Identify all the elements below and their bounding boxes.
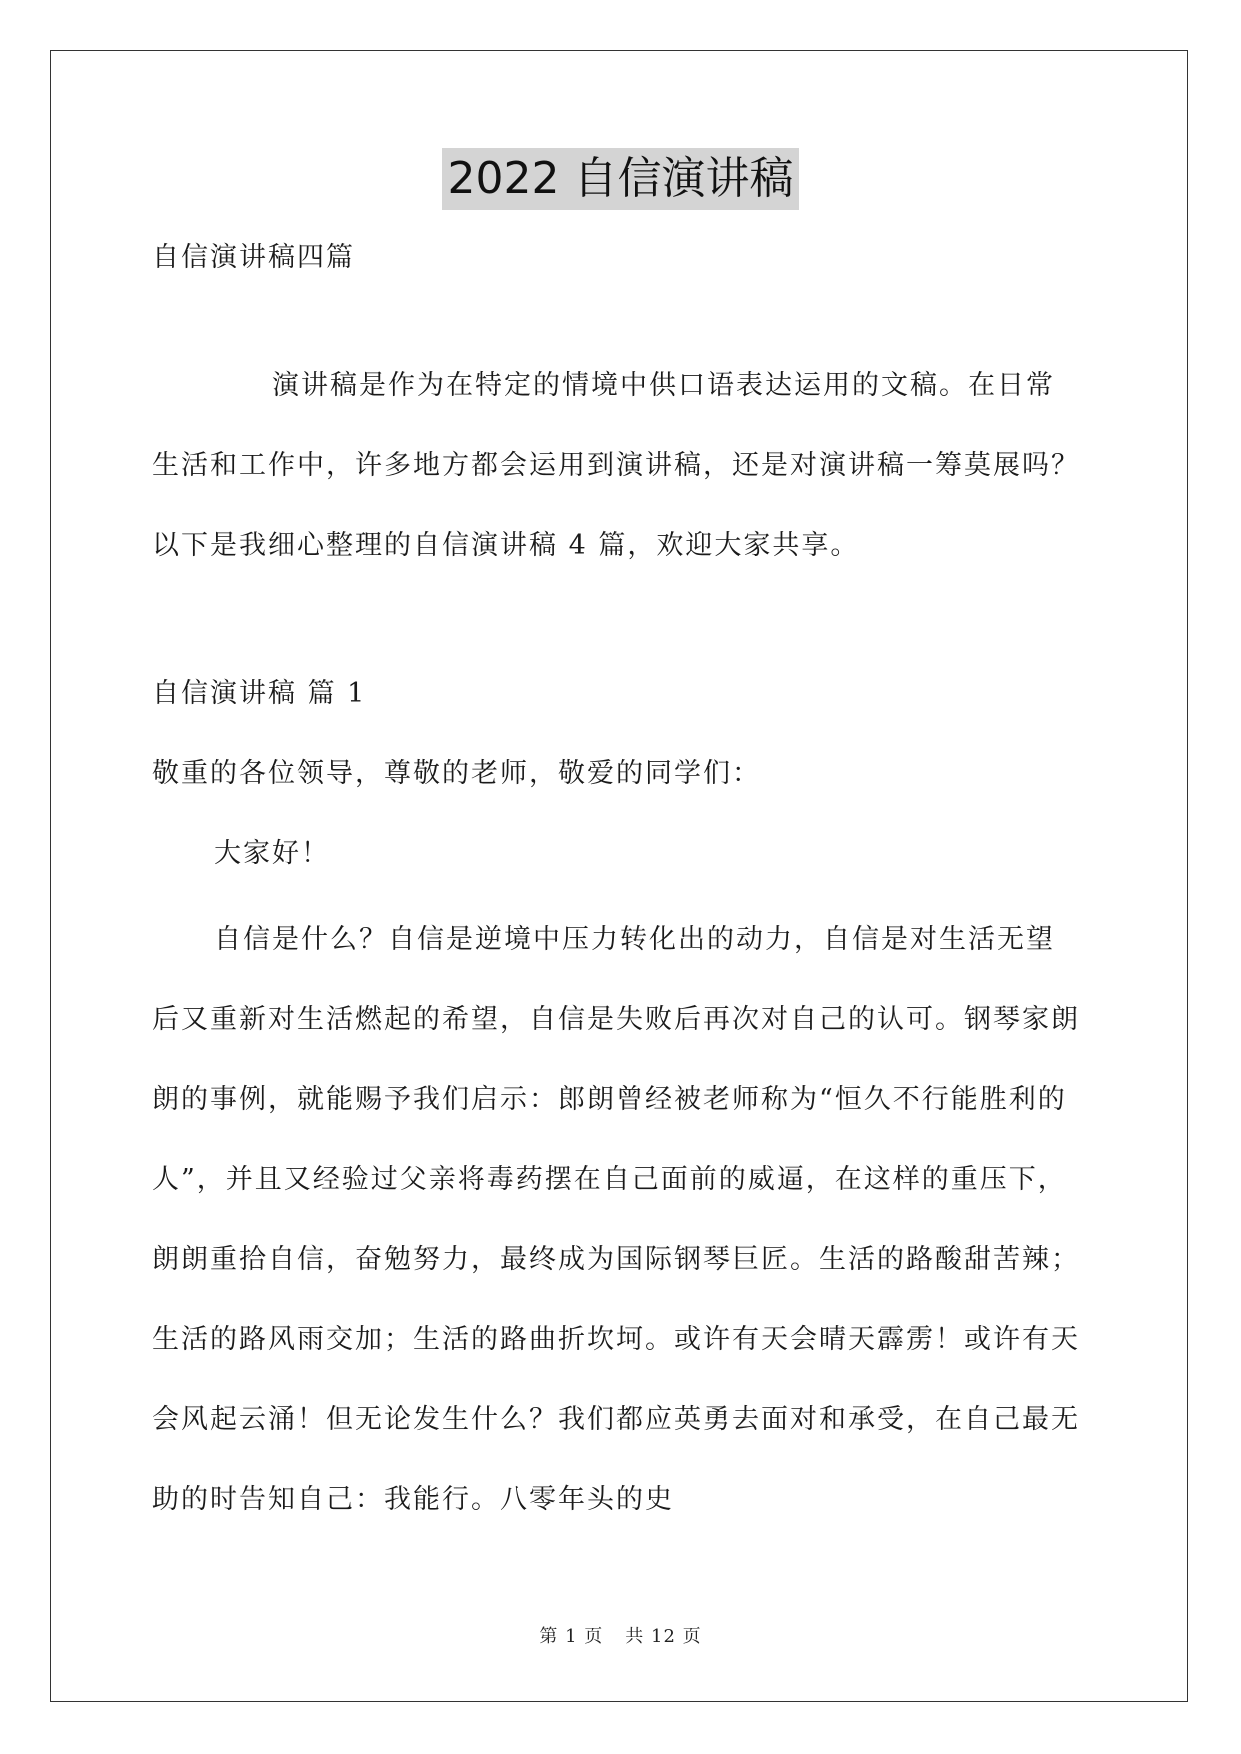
body-paragraph: 自信是什么？自信是逆境中压力转化出的动力，自信是对生活无望后又重新对生活燃起的希望，自信是失败后再次对自己的认可。钢琴家朗朗的事例，就能赐予我们启示：郎朗曾经被老师称为“恒久不行能胜利的人”，并且又经验过父亲将毒药摆在自己面前的威逼，在这样的重压下，朗朗重拾自信，奋勉努力，最终成为国际钢琴巨匠。生活的路酸甜苦辣；生活的路风雨交加；生活的路曲折坎坷。或许有天会晴天霹雳！或许有天会风起云涌！但无论发生什么？我们都应英勇去面对和承受，在自己最无助的时告知自己：我能行。八零年头的史 — [152, 924, 1080, 1515]
page-footer — [0, 1622, 1241, 1648]
intro-paragraph: 演讲稿是作为在特定的情境中供口语表达运用的文稿。在日常生活和工作中，许多地方都会运用到演讲稿，还是对演讲稿一筹莫展吗？以下是我细心整理的自信演讲稿 4 篇，欢迎大家共享。 — [152, 370, 1080, 561]
greeting: 大家好！ — [214, 838, 330, 869]
section-heading: 自信演讲稿 篇 1 — [152, 678, 367, 709]
document-title-container — [0, 148, 1241, 210]
page-number: 第 1 页 — [539, 1626, 604, 1647]
page-total: 共 12 页 — [625, 1626, 702, 1647]
salutation: 敬重的各位领导，尊敬的老师，敬爱的同学们： — [152, 758, 761, 789]
document-subtitle: 自信演讲稿四篇 — [152, 242, 355, 273]
document-title: 2022 自信演讲稿 — [442, 148, 800, 210]
